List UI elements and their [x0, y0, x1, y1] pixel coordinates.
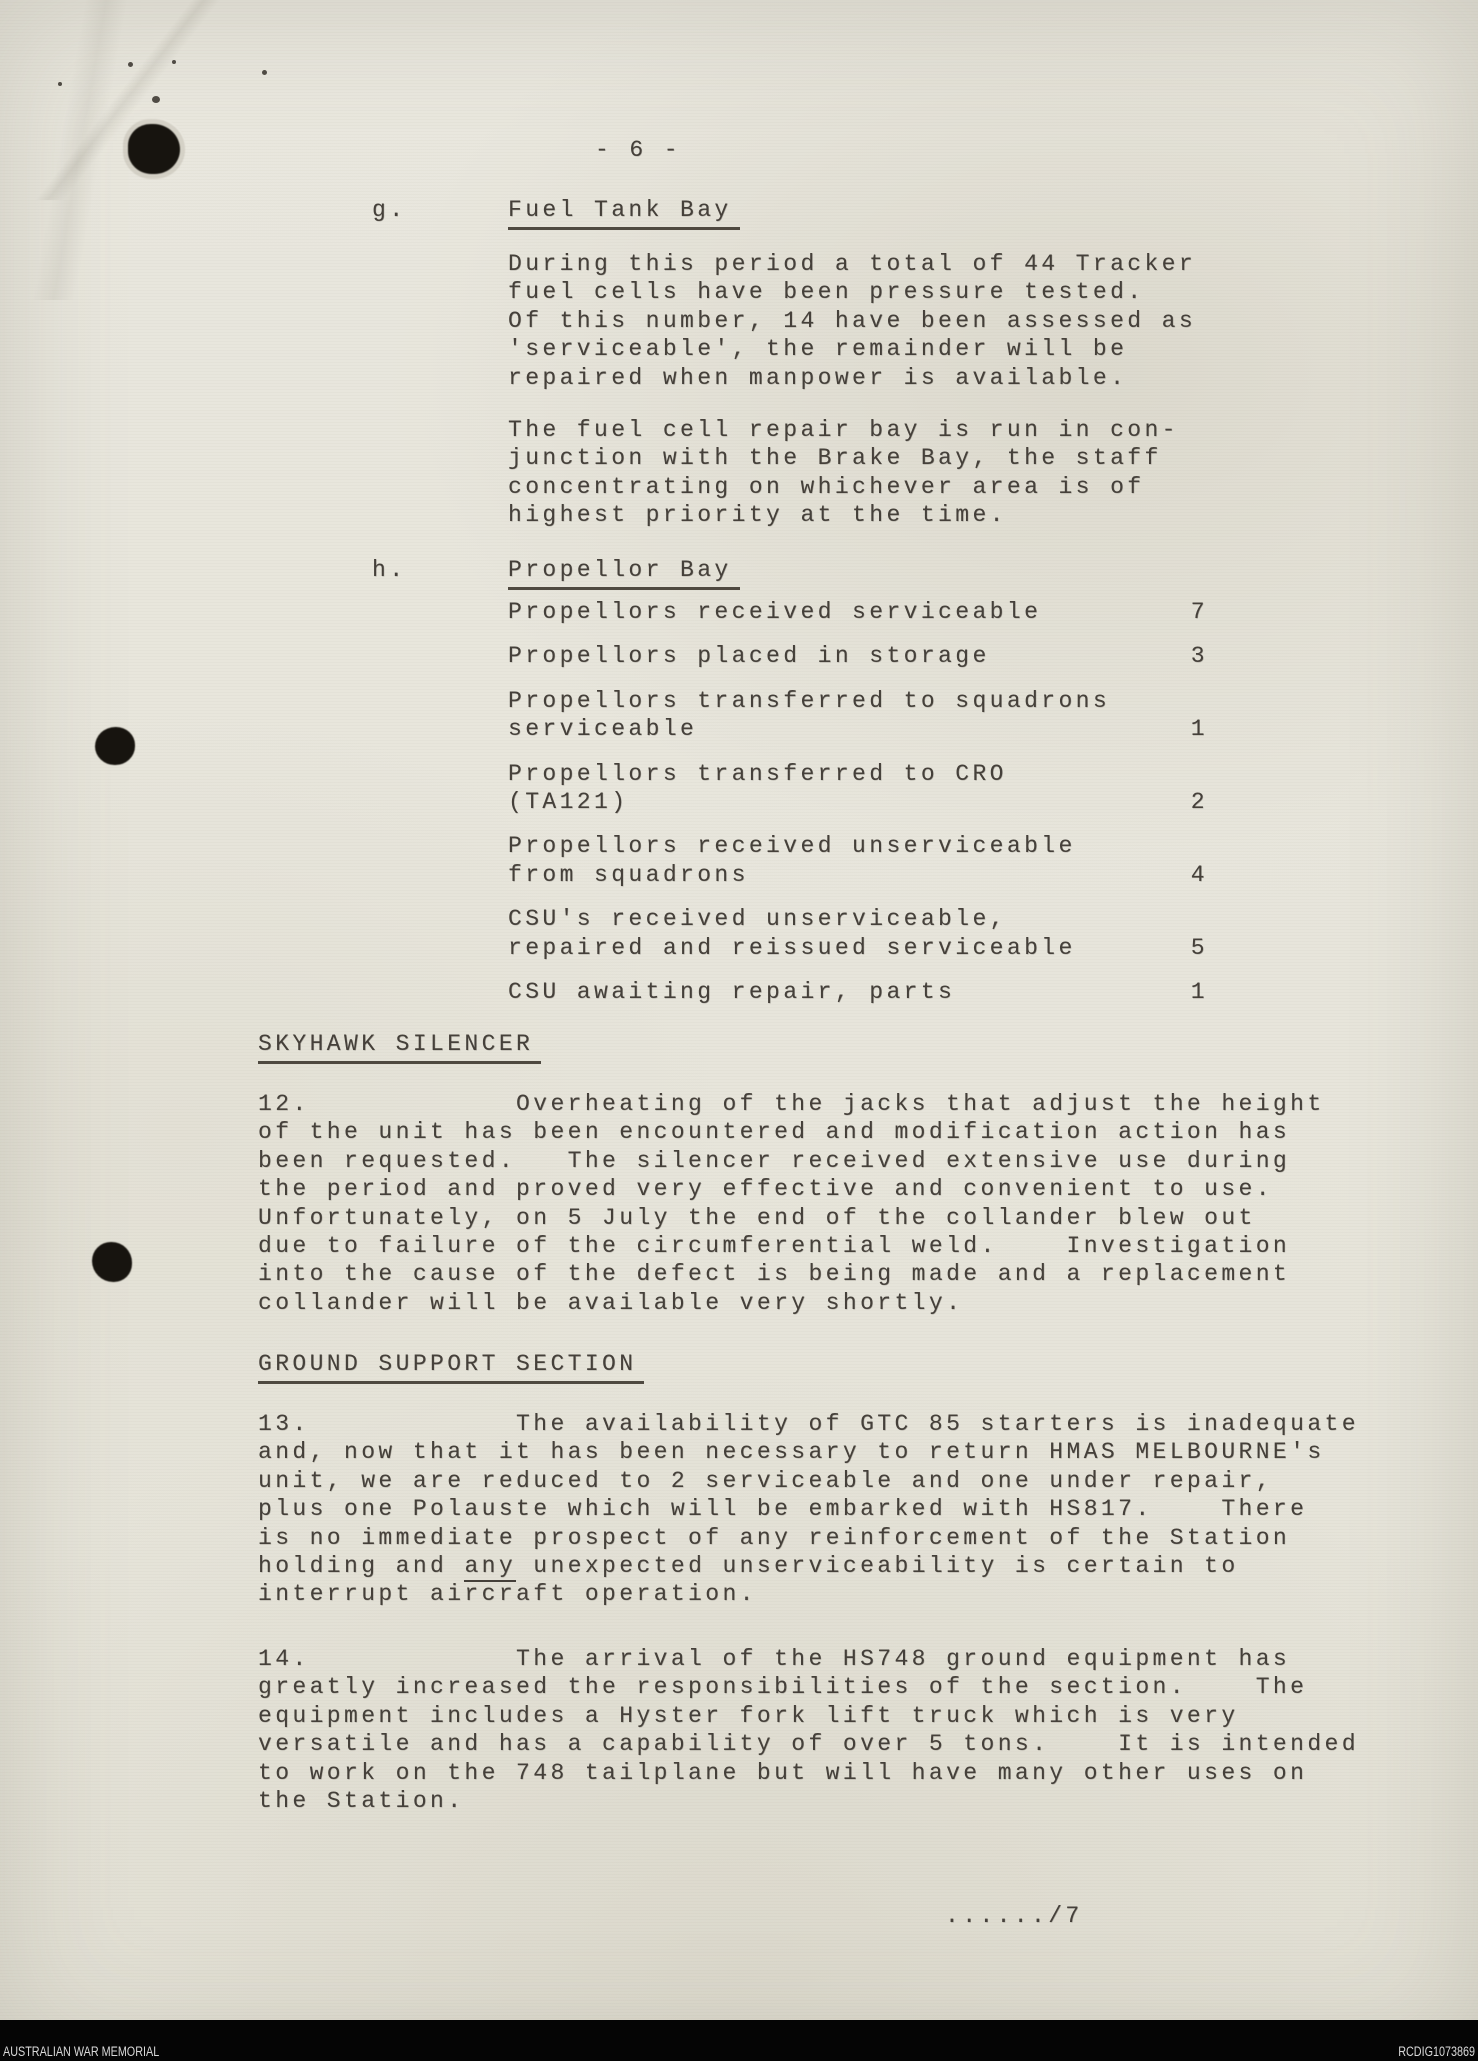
- typed-text-line: fuel cells have been pressure tested.: [508, 279, 1145, 306]
- typed-text-line: Unfortunately, on 5 July the end of the collander blew out: [258, 1204, 1256, 1231]
- typed-text-line: plus one Polauste which will be embarked with HS817. There: [258, 1496, 1308, 1523]
- typed-text-line: CSU's received unserviceable,: [508, 906, 1007, 933]
- stat-label: [508, 760, 1007, 817]
- typed-text-line: of the unit has been encountered and modification action has: [258, 1119, 1291, 1146]
- section-ground-support: [258, 1350, 644, 1384]
- stat-value: 5: [1190, 934, 1208, 961]
- paper-speck: [152, 96, 160, 103]
- typed-text-line: concentrating on whichever area is of: [508, 473, 1145, 500]
- stat-row: [508, 642, 1208, 670]
- typed-text-line: to work on the 748 tailplane but will have many other uses on: [258, 1759, 1308, 1786]
- page-continuation-mark: ....../7: [945, 1903, 1083, 1929]
- typed-text-line: unit, we are reduced to 2 serviceable and one under repair,: [258, 1467, 1273, 1494]
- section-title: GROUND SUPPORT SECTION: [258, 1350, 644, 1384]
- typed-text-line: 13. The availability of GTC 85 starters is inadequate: [258, 1411, 1359, 1437]
- typed-text-line: CSU awaiting repair, parts: [508, 979, 956, 1006]
- typed-text-line: interrupt aircraft operation.: [258, 1581, 757, 1608]
- subsection-title: Fuel Tank Bay: [508, 196, 740, 230]
- typed-text-line: due to failure of the circumferential weld. Investigation: [258, 1233, 1291, 1260]
- stat-label: [508, 978, 955, 1006]
- stat-label: [508, 832, 1076, 889]
- stat-label: [508, 598, 1041, 626]
- subsection-propellor-bay: [372, 556, 740, 590]
- paper-speck: [262, 70, 267, 75]
- typed-text-line: Propellors received serviceable: [508, 599, 1042, 625]
- subsection-fuel-tank-bay: [372, 196, 740, 230]
- typed-text-line: from squadrons: [508, 861, 749, 888]
- stat-value: 1: [1190, 979, 1208, 1006]
- underlined-word: any: [464, 1553, 516, 1582]
- punch-hole-bottom: [92, 1242, 132, 1282]
- typed-text-line: During this period a total of 44 Tracker: [508, 251, 1197, 277]
- stat-row: [508, 598, 1208, 626]
- typed-text-line: repaired and reissued serviceable: [508, 934, 1076, 961]
- stat-value: 1: [1190, 716, 1208, 743]
- stat-row: [508, 687, 1208, 744]
- typed-text-line: Propellors received unserviceable: [508, 833, 1076, 860]
- typed-text-line: equipment includes a Hyster fork lift truck which is very: [258, 1702, 1239, 1729]
- typed-text-line: highest priority at the time.: [508, 502, 1007, 529]
- stat-value: 7: [1190, 599, 1208, 625]
- archive-reference-id: RCDIG1073869: [1398, 2043, 1475, 2059]
- paper-speck: [58, 82, 62, 86]
- typed-text-line: and, now that it has been necessary to return HMAS MELBOURNE's: [258, 1439, 1325, 1466]
- typed-text-line: is no immediate prospect of any reinforcement of the Station: [258, 1524, 1291, 1551]
- typed-text-line: holding and any unexpected unserviceability is certain to: [258, 1552, 1359, 1580]
- punch-hole-top: [128, 124, 180, 174]
- stat-row: [508, 832, 1208, 889]
- typed-text-line: The fuel cell repair bay is run in con-: [508, 417, 1179, 443]
- typed-text-line: Propellors transferred to squadrons: [508, 687, 1111, 714]
- fuel-tank-bay-paragraph-2: [508, 416, 1179, 530]
- typed-text-line: versatile and has a capability of over 5 tons. It is intended: [258, 1731, 1359, 1758]
- stat-label: [508, 687, 1110, 744]
- typed-text-line: serviceable: [508, 716, 698, 743]
- stat-value: 3: [1190, 643, 1208, 670]
- typed-text-line: been requested. The silencer received extensive use during: [258, 1147, 1291, 1174]
- propellor-bay-stats: [508, 598, 1208, 1022]
- typed-text-line: 'serviceable', the remainder will be: [508, 336, 1128, 363]
- stat-label: [508, 642, 990, 670]
- typed-text-line: into the cause of the defect is being made and a replacement: [258, 1261, 1291, 1288]
- typed-text-line: junction with the Brake Bay, the staff: [508, 445, 1162, 472]
- paragraph-12: [258, 1090, 1325, 1317]
- section-title: SKYHAWK SILENCER: [258, 1030, 541, 1064]
- archive-footer-bar: [0, 2020, 1478, 2061]
- archive-name: AUSTRALIAN WAR MEMORIAL: [3, 2043, 160, 2059]
- typed-text-line: collander will be available very shortly.: [258, 1289, 964, 1316]
- punch-hole-middle: [95, 727, 135, 765]
- paper-speck: [172, 60, 176, 64]
- typed-text-line: 12. Overheating of the jacks that adjust the height: [258, 1091, 1325, 1117]
- typed-text-line: repaired when manpower is available.: [508, 364, 1128, 391]
- stat-value: 4: [1190, 861, 1208, 888]
- typed-text-line: the period and proved very effective and convenient to use.: [258, 1176, 1273, 1203]
- section-skyhawk-silencer: [258, 1030, 541, 1064]
- typed-text-line: Propellors placed in storage: [508, 643, 990, 670]
- stat-row: [508, 760, 1208, 817]
- paragraph-14: [258, 1645, 1359, 1815]
- stat-row: [508, 905, 1208, 962]
- typed-text-line: Propellors transferred to CRO: [508, 760, 1007, 787]
- paper-speck: [128, 62, 133, 67]
- subsection-label: g.: [372, 197, 407, 223]
- typed-text-line: 14. The arrival of the HS748 ground equipment has: [258, 1646, 1291, 1672]
- paragraph-13: [258, 1410, 1359, 1609]
- subsection-label: h.: [372, 557, 407, 583]
- typed-text-line: (TA121): [508, 789, 629, 816]
- typed-text-line: Of this number, 14 have been assessed as: [508, 307, 1197, 334]
- page-number: - 6 -: [595, 137, 682, 163]
- fuel-tank-bay-paragraph-1: [508, 250, 1196, 392]
- typed-text-line: greatly increased the responsibilities of the section. The: [258, 1674, 1308, 1701]
- typed-text-line: the Station.: [258, 1788, 465, 1815]
- stat-value: 2: [1190, 789, 1208, 816]
- stat-row: [508, 978, 1208, 1006]
- stat-label: [508, 905, 1076, 962]
- subsection-title: Propellor Bay: [508, 556, 740, 590]
